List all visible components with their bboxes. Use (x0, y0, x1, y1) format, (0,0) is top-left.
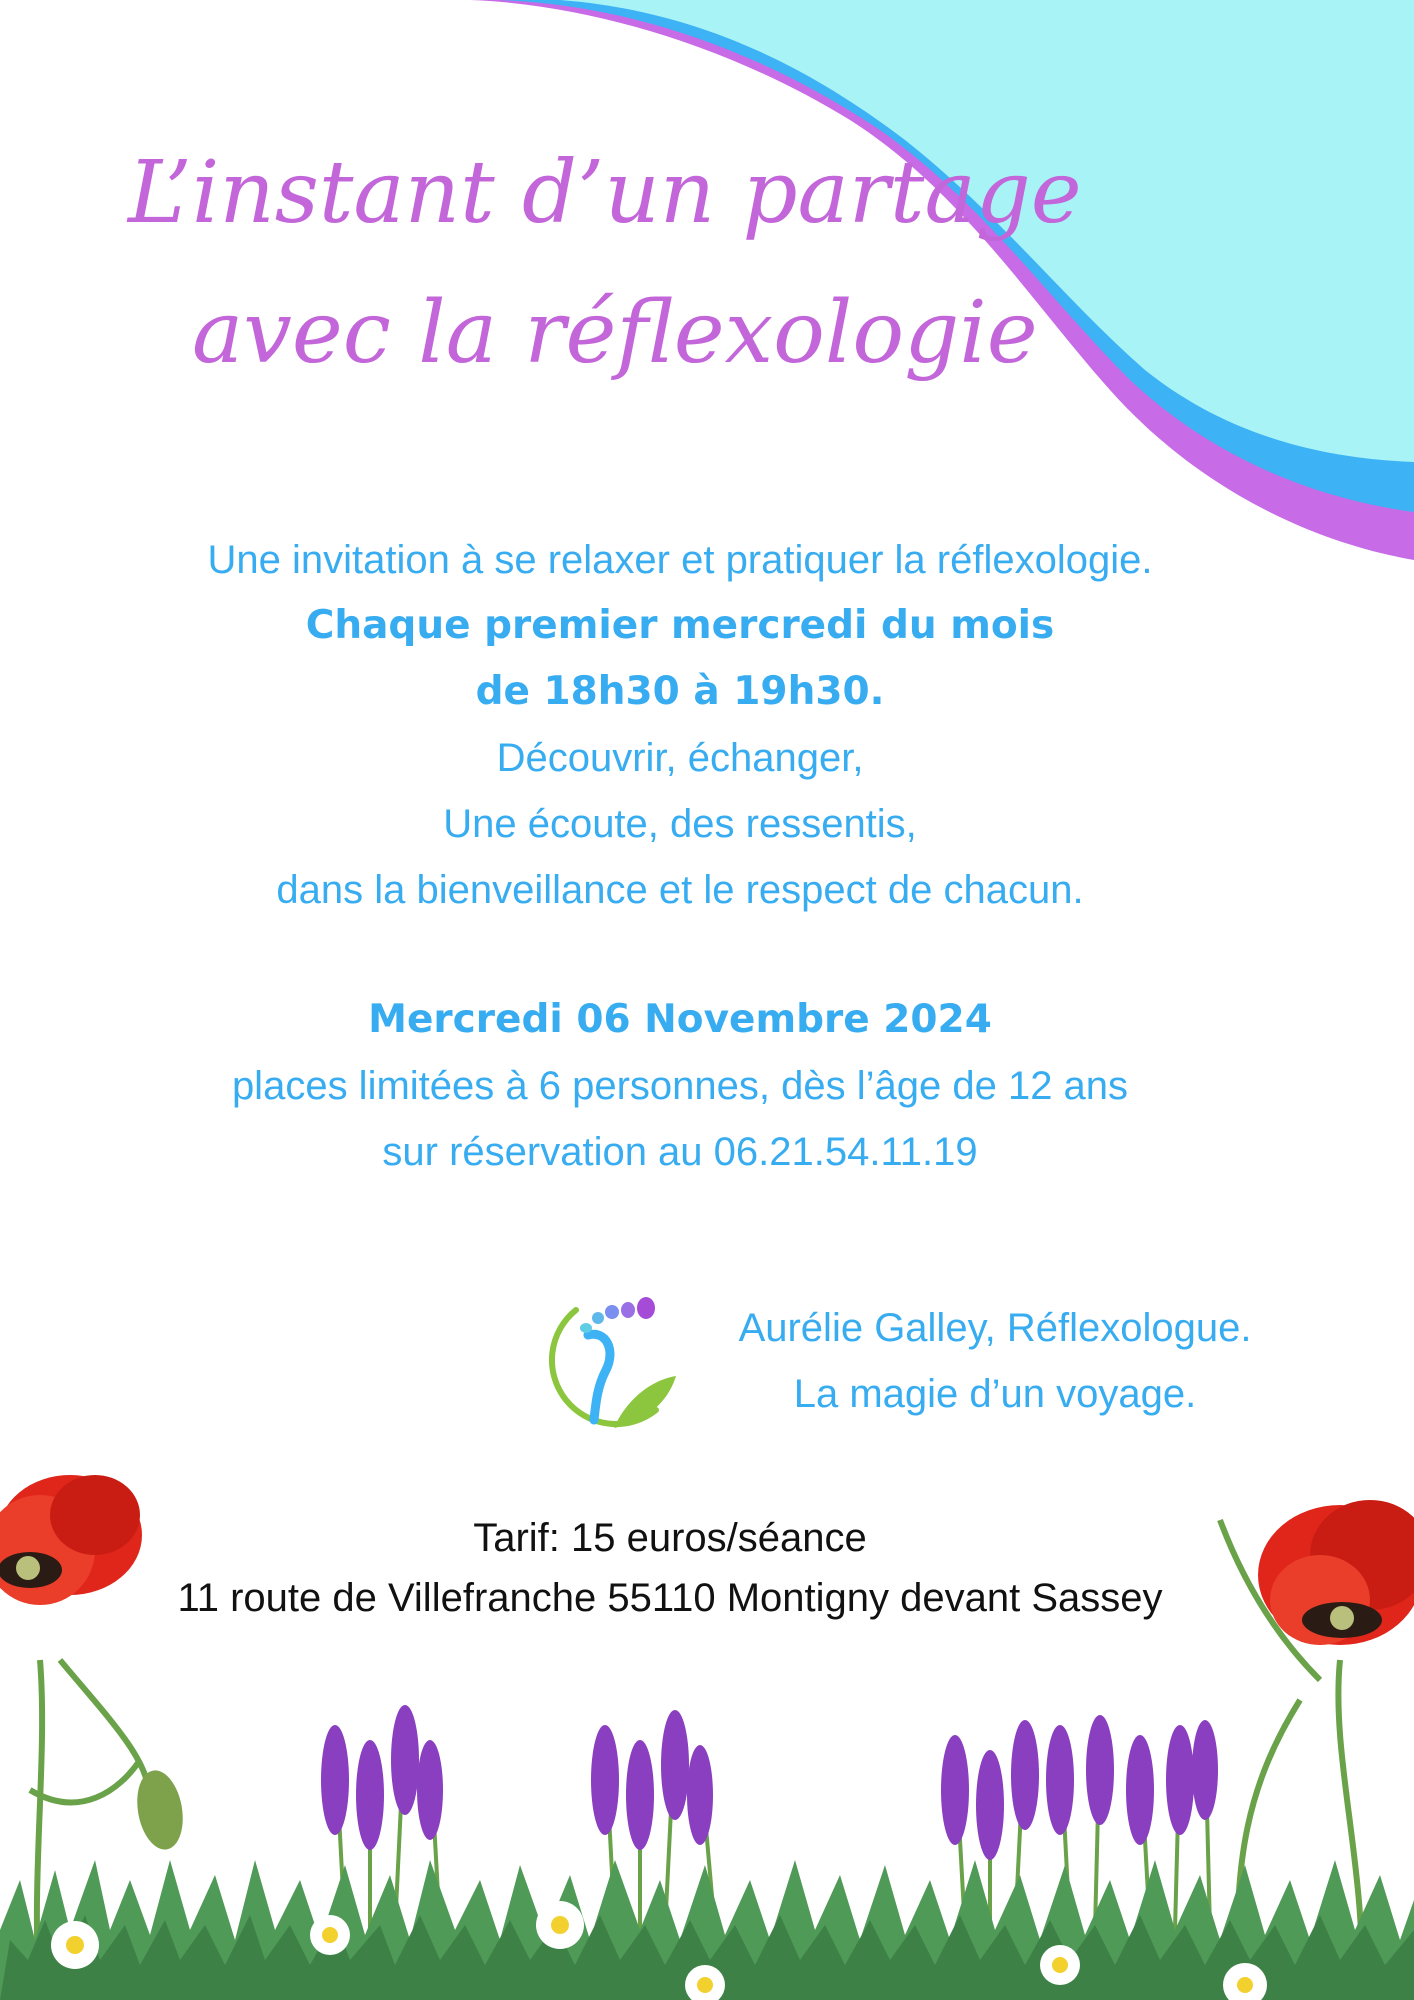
listening-line: Une écoute, des ressentis, (443, 802, 917, 846)
intro-line: Une invitation à se relaxer et pratiquer la réflexologie. (207, 538, 1153, 582)
event-reservation: sur réservation au 06.21.54.11.19 (382, 1130, 978, 1174)
lavender-clusters (321, 1705, 1218, 1930)
left-poppy-bud (131, 1767, 188, 1853)
title-line-1: L’instant d’un partage (128, 143, 1082, 243)
signature-block (690, 1295, 1300, 1427)
address-line: 11 route de Villefranche 55110 Montigny devant Sassey (177, 1576, 1163, 1620)
footprint-leaf-logo-icon (536, 1290, 676, 1435)
floral-illustration (0, 1460, 1414, 2000)
event-block (0, 987, 1360, 1185)
intro-block (0, 527, 1360, 923)
respect-line: dans la bienveillance et le respect de chacun. (276, 868, 1084, 912)
event-date: Mercredi 06 Novembre 2024 (368, 997, 992, 1042)
signature-tagline: La magie d’un voyage. (793, 1372, 1197, 1416)
schedule-line-1: Chaque premier mercredi du mois (305, 603, 1055, 648)
event-places: places limitées à 6 personnes, dès l’âge de 12 ans (231, 1064, 1129, 1108)
signature-name: Aurélie Galley, Réflexologue. (738, 1306, 1252, 1350)
schedule-line-2: de 18h30 à 19h30. (475, 669, 885, 714)
right-poppy-flower (1258, 1500, 1414, 1645)
discover-line: Découvrir, échanger, (496, 736, 864, 780)
tarif-line: Tarif: 15 euros/séance (473, 1516, 867, 1560)
left-poppy-flower (0, 1475, 142, 1605)
title-line-2: avec la réflexologie (192, 283, 1038, 383)
